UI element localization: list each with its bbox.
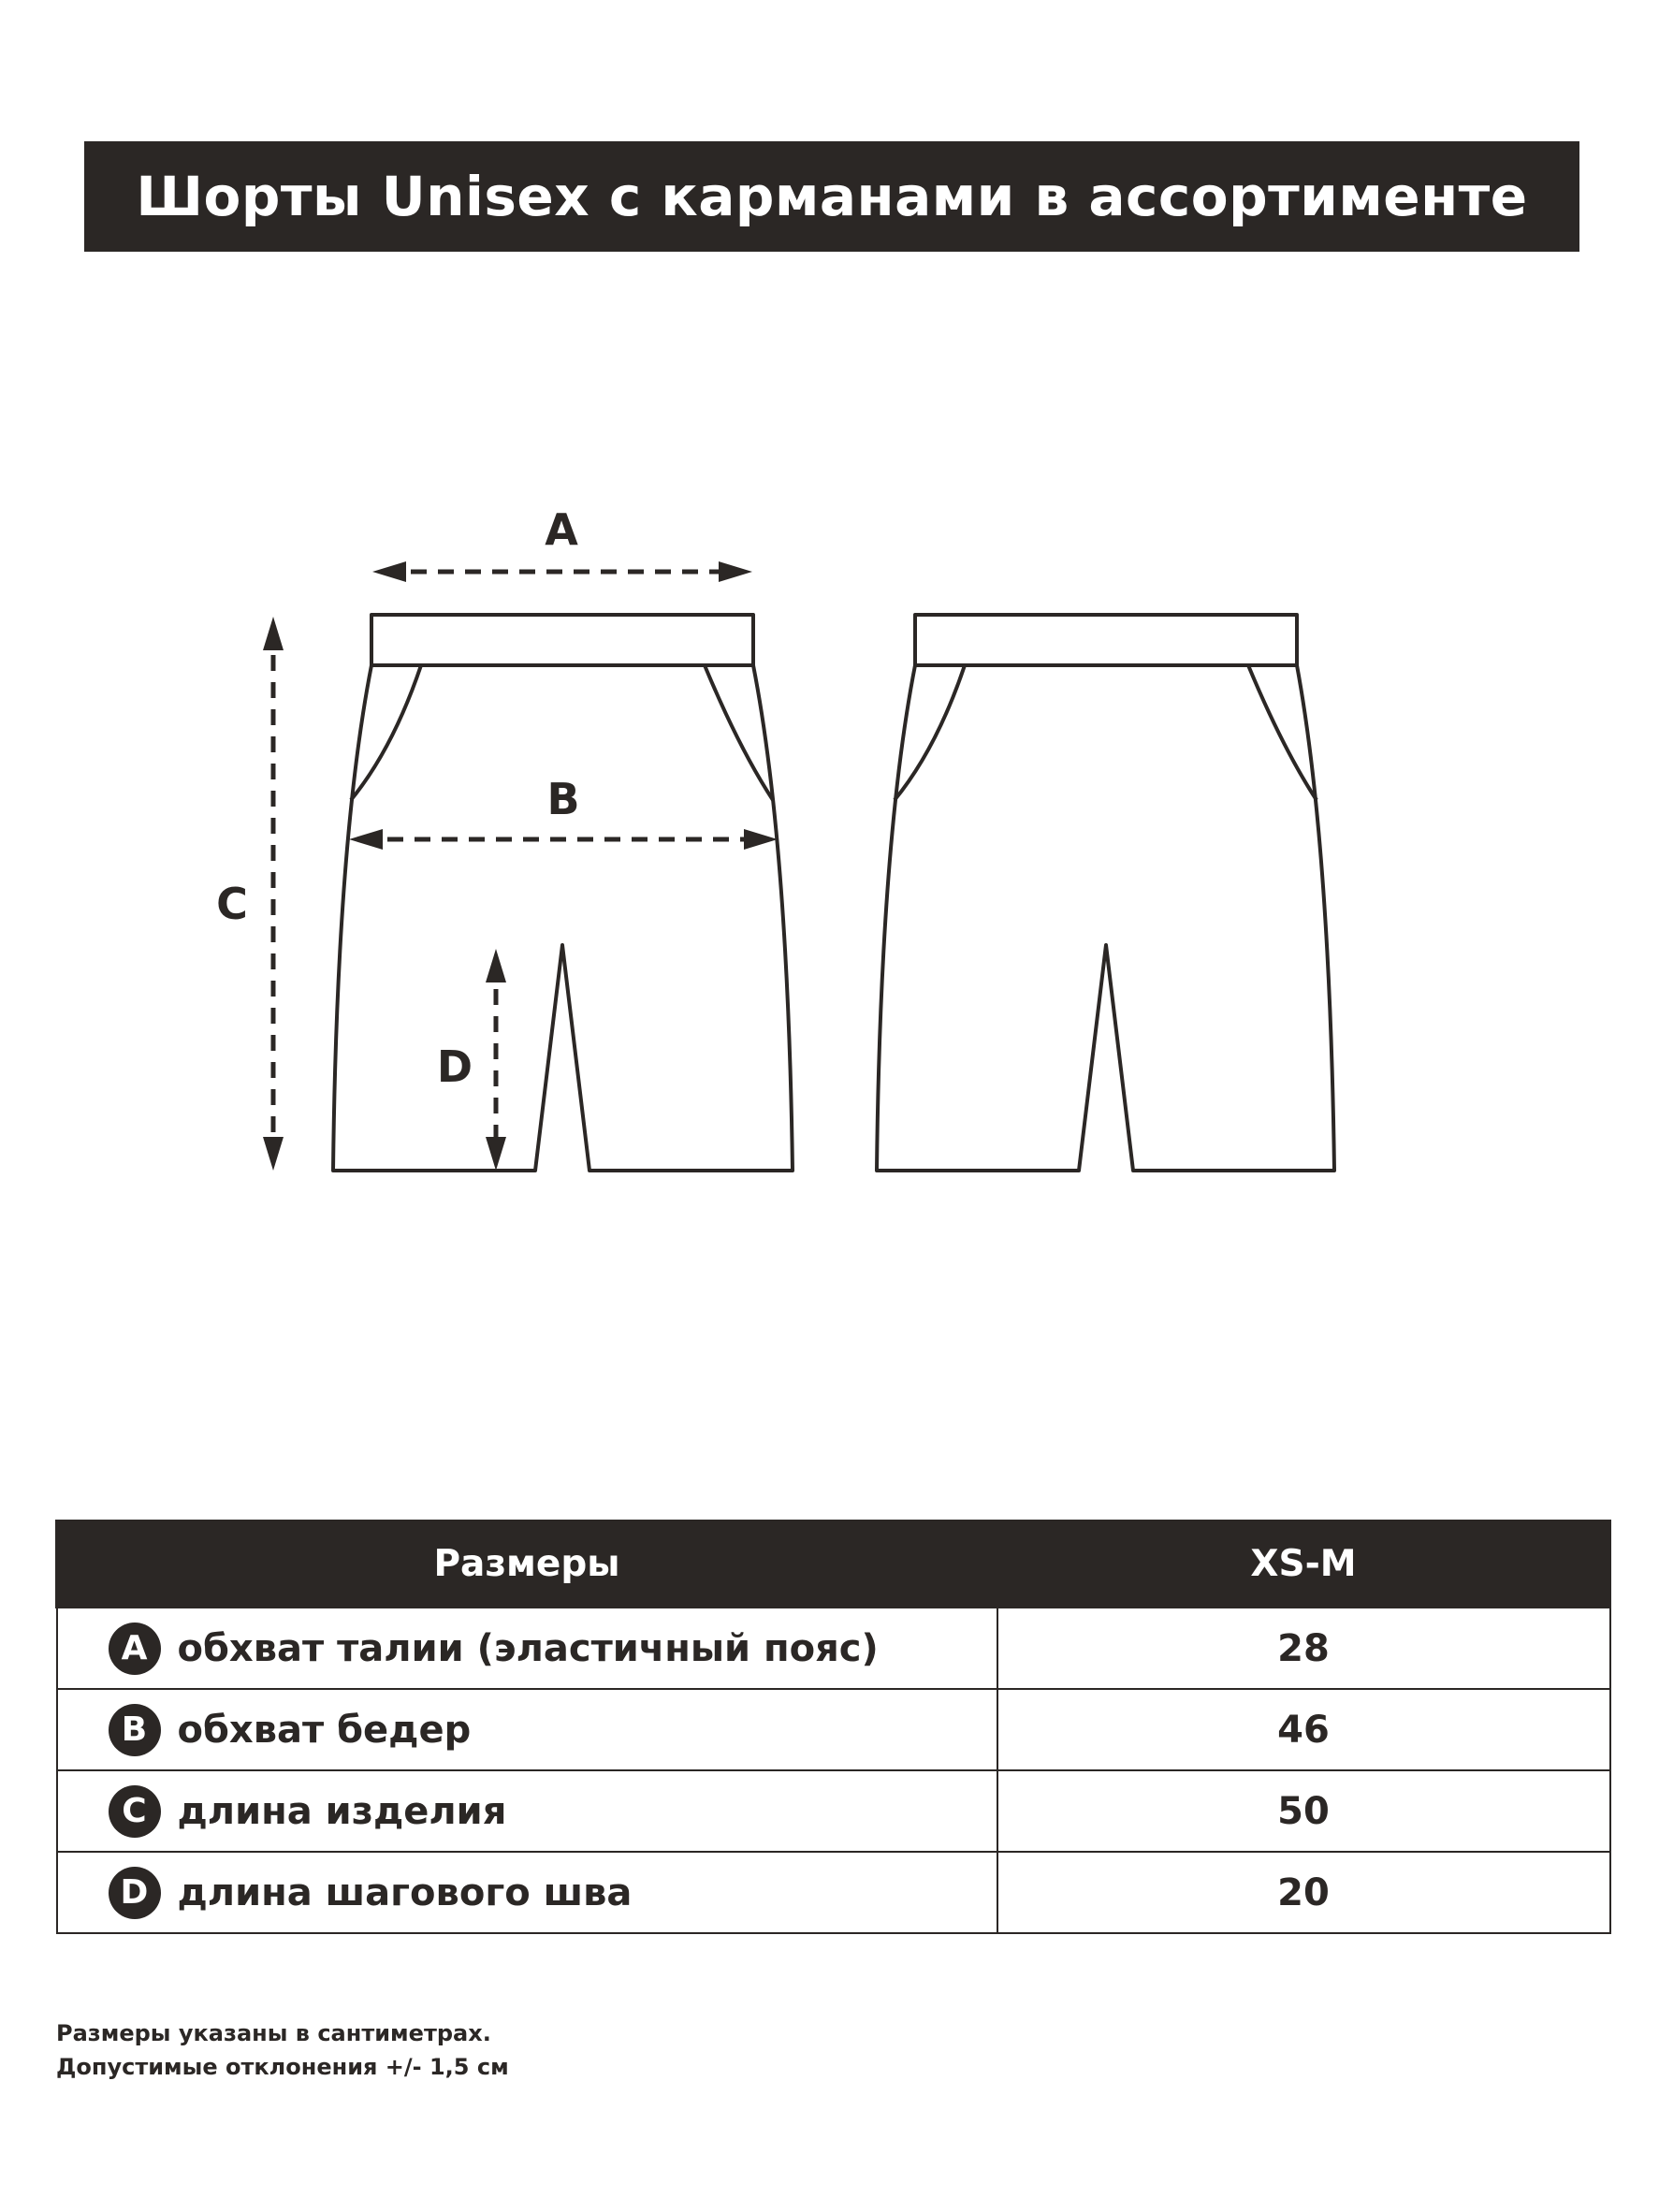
arrow-d-bottom-head <box>486 1137 506 1171</box>
front-waistband <box>371 615 753 665</box>
size-table <box>55 1520 1611 1934</box>
letter-badge: D <box>109 1867 161 1919</box>
label-d: D <box>436 1041 473 1092</box>
arrow-c-top-head <box>263 617 284 650</box>
table-row <box>57 1852 1610 1933</box>
front-shorts-outline <box>333 615 793 1171</box>
letter-badge: C <box>109 1785 161 1838</box>
letter-badge: B <box>109 1704 161 1756</box>
param-cell <box>57 1689 997 1770</box>
arrow-b-left-head <box>349 829 383 850</box>
table-row <box>57 1689 1610 1770</box>
header-parameter: Размеры <box>57 1521 997 1608</box>
value-cell: 46 <box>997 1689 1610 1770</box>
value-cell: 28 <box>997 1608 1610 1690</box>
header-size: XS-M <box>997 1521 1610 1608</box>
back-waistband <box>915 615 1297 665</box>
label-b: B <box>546 774 580 824</box>
arrow-c-bottom-head <box>263 1137 284 1171</box>
arrow-a-right-head <box>719 561 752 582</box>
param-cell <box>57 1608 997 1690</box>
value-cell: 20 <box>997 1852 1610 1933</box>
arrow-b-right-head <box>744 829 778 850</box>
front-shorts-body <box>333 665 793 1171</box>
param-label: обхват бедер <box>177 1708 472 1752</box>
table-row <box>57 1770 1610 1852</box>
param-label: длина шагового шва <box>177 1870 633 1914</box>
letter-badge: A <box>109 1623 161 1675</box>
table-header-row <box>57 1521 1610 1608</box>
footnote-units: Размеры указаны в сантиметрах. <box>56 2020 491 2046</box>
front-right-pocket <box>705 665 773 800</box>
param-label: обхват талии (эластичный пояс) <box>177 1626 879 1670</box>
param-cell <box>57 1852 997 1933</box>
page-title: Шорты Unisex с карманами в ассортименте <box>136 165 1528 228</box>
arrow-a-left-head <box>372 561 406 582</box>
param-label: длина изделия <box>177 1789 507 1833</box>
back-shorts-body <box>877 665 1334 1171</box>
param-cell <box>57 1770 997 1852</box>
back-shorts-outline <box>877 615 1334 1171</box>
arrow-d-top-head <box>486 949 506 982</box>
label-a: A <box>545 504 578 555</box>
footnote <box>56 2016 509 2084</box>
footnote-tolerance: Допустимые отклонения +/- 1,5 см <box>56 2054 509 2080</box>
value-cell: 50 <box>997 1770 1610 1852</box>
table-row <box>57 1608 1610 1690</box>
label-c: C <box>216 879 248 929</box>
